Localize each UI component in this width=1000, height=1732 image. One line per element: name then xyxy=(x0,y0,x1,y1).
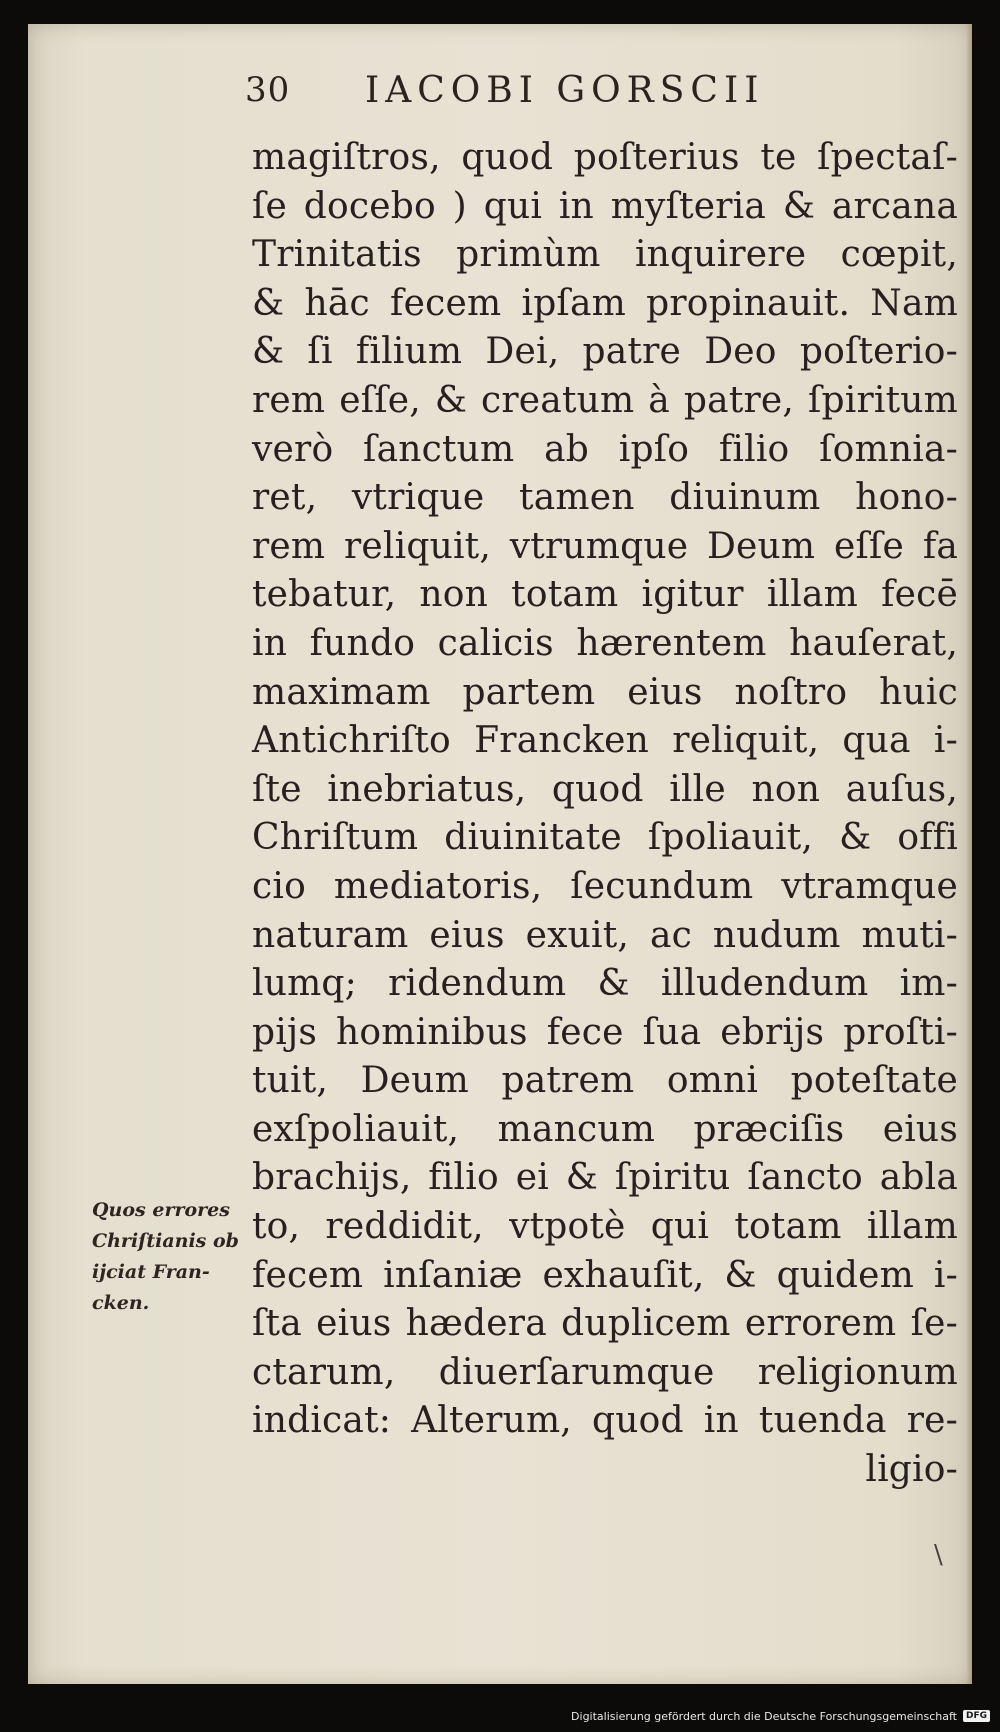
text-line: to, reddidit, vtpotè qui totam illam xyxy=(252,1206,958,1248)
text-line: ctarum, diuerſarumque religionum xyxy=(252,1351,958,1393)
text-line: & hāc fecem ipſam propinauit. Nam xyxy=(252,282,958,324)
marginal-note-line: Quos errores xyxy=(92,1199,230,1221)
text-line: maximam partem eius noſtro huic xyxy=(252,671,958,713)
text-line: exſpoliauit, mancum præciſis eius xyxy=(252,1108,958,1150)
text-line: rem reliquit, vtrumque Deum eſſe fa xyxy=(252,525,958,567)
text-line: fecem inſaniæ exhauſit, & quidem i- xyxy=(252,1254,958,1296)
text-line: tebatur, non totam igitur illam fecē xyxy=(252,574,958,616)
dfg-logo-icon: DFG xyxy=(963,1710,990,1722)
text-line: ſe docebo ) qui in myſteria & arcana xyxy=(252,185,958,227)
main-text-block xyxy=(252,134,958,1495)
running-head: IACOBI GORSCII xyxy=(365,70,765,111)
text-line: indicat: Alterum, quod in tuenda re- xyxy=(252,1400,958,1442)
text-line: verò ſanctum ab ipſo filio ſomnia- xyxy=(252,428,958,470)
page-edge-shadow xyxy=(966,24,972,1684)
text-line: Chriſtum diuinitate ſpoliauit, & offi xyxy=(252,817,958,859)
page-number: 30 xyxy=(245,70,291,110)
text-line: pijs hominibus fece ſua ebrijs proſti- xyxy=(252,1011,958,1053)
text-line: brachijs, filio ei & ſpiritu ſancto abla xyxy=(252,1157,958,1199)
text-line: tuit, Deum patrem omni poteſtate xyxy=(252,1060,958,1102)
marginal-note-line: cken. xyxy=(92,1292,150,1314)
stray-mark: \ xyxy=(934,1540,943,1570)
page-header xyxy=(245,68,885,128)
text-line: ſte inebriatus, quod ille non auſus, xyxy=(252,768,958,810)
text-line: magiſtros, quod poſterius te ſpectaſ- xyxy=(252,137,958,178)
marginal-note-line: ijciat Fran- xyxy=(92,1261,210,1283)
text-line: naturam eius exuit, ac nudum muti- xyxy=(252,914,958,956)
text-line: cio mediatoris, ſecundum vtramque xyxy=(252,865,958,907)
text-line: & ſi filium Dei, patre Deo poſterio- xyxy=(252,331,958,373)
catchword: ligio- xyxy=(865,1449,958,1491)
text-line: ſta eius hædera duplicem errorem ſe- xyxy=(252,1303,958,1345)
text-line: lumq; ridendum & illudendum im- xyxy=(252,963,958,1005)
marginal-note-line: Chriſtianis ob xyxy=(92,1230,239,1252)
text-line: in fundo calicis hærentem hauſerat, xyxy=(252,622,958,664)
text-line: Trinitatis primùm inquirere cœpit, xyxy=(252,234,958,276)
digitization-footer xyxy=(571,1706,990,1726)
text-line: rem eſſe, & creatum à patre, ſpiritum xyxy=(252,379,958,421)
text-line: Antichriſto Francken reliquit, qua i- xyxy=(252,720,958,762)
text-line: ret, vtrique tamen diuinum hono- xyxy=(252,477,958,519)
footer-credit: Digitalisierung gefördert durch die Deutsche Forschungsgemeinschaft xyxy=(571,1709,957,1723)
marginal-note xyxy=(92,1195,252,1319)
